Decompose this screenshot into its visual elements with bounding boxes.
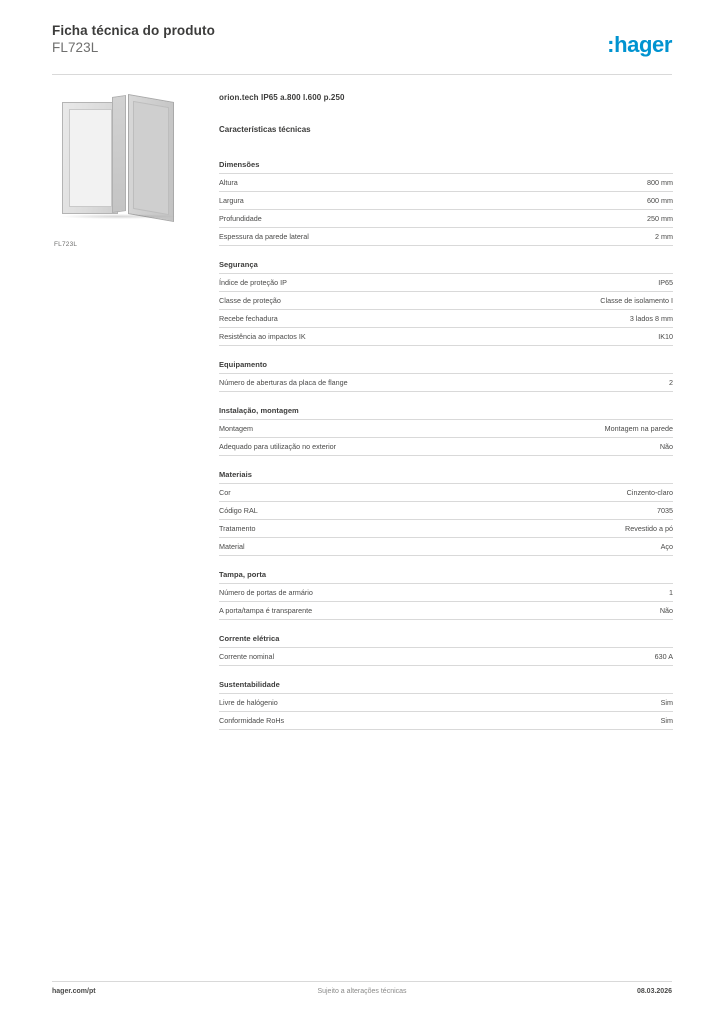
spec-row <box>219 327 673 346</box>
spec-row <box>219 693 673 711</box>
spec-group-title: Instalação, montagem <box>219 406 299 415</box>
spec-group-title: Corrente elétrica <box>219 634 280 643</box>
specifications <box>219 93 673 730</box>
spec-value: 3 lados 8 mm <box>629 313 673 323</box>
spec-value: IK10 <box>658 331 673 341</box>
spec-group <box>219 260 673 346</box>
hager-logo: :hager <box>607 32 672 57</box>
spec-value: 7035 <box>657 505 673 515</box>
page-header <box>52 22 672 68</box>
spec-value: Não <box>659 441 673 451</box>
spec-label: Número de portas de armário <box>219 587 313 597</box>
spec-value: Aço <box>660 541 673 551</box>
spec-row <box>219 291 673 309</box>
spec-value: Montagem na parede <box>604 423 673 433</box>
spec-rows <box>219 273 673 346</box>
spec-value: 1 <box>669 587 673 597</box>
spec-row <box>219 711 673 730</box>
spec-label: A porta/tampa é transparente <box>219 605 313 615</box>
spec-group-title: Equipamento <box>219 360 268 369</box>
spec-label: Corrente nominal <box>219 651 275 661</box>
spec-rows <box>219 693 673 730</box>
spec-label: Cor <box>219 487 231 497</box>
spec-row <box>219 273 673 291</box>
spec-rows <box>219 583 673 620</box>
spec-row <box>219 373 673 392</box>
enclosure-door-face <box>133 101 169 215</box>
spec-rows <box>219 483 673 556</box>
spec-label: Material <box>219 541 245 551</box>
spec-row <box>219 647 673 666</box>
spec-value: IP65 <box>658 277 673 287</box>
spec-row <box>219 519 673 537</box>
spec-label: Altura <box>219 177 238 187</box>
footer-date: 08.03.2026 <box>636 988 672 995</box>
spec-value: Sim <box>660 697 673 707</box>
spec-row <box>219 309 673 327</box>
spec-label: Tratamento <box>219 523 256 533</box>
spec-label: Conformidade RoHs <box>219 715 285 725</box>
spec-label: Classe de proteção <box>219 295 281 305</box>
spec-label: Adequado para utilização no exterior <box>219 441 337 451</box>
product-name: orion.tech IP65 a.800 l.600 p.250 <box>219 93 345 102</box>
spec-value: 250 mm <box>647 213 673 223</box>
spec-group <box>219 360 673 392</box>
spec-row <box>219 209 673 227</box>
spec-row <box>219 537 673 556</box>
spec-group <box>219 680 673 730</box>
spec-row <box>219 483 673 501</box>
enclosure-door <box>128 94 174 222</box>
spec-rows <box>219 647 673 666</box>
spec-group-title: Segurança <box>219 260 258 269</box>
footer-site-link[interactable]: hager.com/pt <box>52 988 96 995</box>
spec-group <box>219 470 673 556</box>
page-subtitle: FL723L <box>52 40 99 55</box>
specs-heading: Características técnicas <box>219 125 311 134</box>
spec-group <box>219 634 673 666</box>
spec-row <box>219 173 673 191</box>
spec-value: Não <box>659 605 673 615</box>
product-figure <box>54 88 206 248</box>
header-divider <box>52 74 672 75</box>
page-title: Ficha técnica do produto <box>52 23 215 38</box>
spec-group-title: Sustentabilidade <box>219 680 280 689</box>
spec-value: 600 mm <box>647 195 673 205</box>
enclosure-body <box>62 102 118 214</box>
spec-value: 2 mm <box>655 231 673 241</box>
footer-note: Sujeito a alterações técnicas <box>317 988 407 995</box>
footer-divider <box>52 981 672 982</box>
enclosure-body-inner <box>69 109 112 207</box>
spec-label: Profundidade <box>219 213 262 223</box>
spec-value: Revestido a pó <box>625 523 673 533</box>
spec-label: Resistência ao impactos IK <box>219 331 306 341</box>
spec-value: 800 mm <box>647 177 673 187</box>
spec-value: 2 <box>669 377 673 387</box>
spec-label: Código RAL <box>219 505 258 515</box>
page-footer <box>52 988 672 1002</box>
enclosure-side-panel <box>112 95 126 213</box>
spec-groups <box>219 160 673 730</box>
spec-row <box>219 583 673 601</box>
spec-label: Recebe fechadura <box>219 313 278 323</box>
spec-value: 630 A <box>654 651 673 661</box>
figure-caption: FL723L <box>54 241 78 248</box>
spec-group <box>219 160 673 246</box>
spec-group-title: Tampa, porta <box>219 570 267 579</box>
spec-label: Número de aberturas da placa de flange <box>219 377 348 387</box>
spec-group <box>219 570 673 620</box>
spec-group-title: Materiais <box>219 470 252 479</box>
spec-rows <box>219 173 673 246</box>
spec-row <box>219 419 673 437</box>
spec-label: Largura <box>219 195 244 205</box>
spec-label: Montagem <box>219 423 253 433</box>
spec-label: Livre de halógenio <box>219 697 278 707</box>
enclosure-image <box>54 88 206 232</box>
spec-rows <box>219 419 673 456</box>
spec-row <box>219 601 673 620</box>
spec-group <box>219 406 673 456</box>
spec-value: Sim <box>660 715 673 725</box>
spec-value: Cinzento-claro <box>626 487 673 497</box>
spec-label: Espessura da parede lateral <box>219 231 309 241</box>
spec-row <box>219 437 673 456</box>
spec-row <box>219 501 673 519</box>
spec-group-title: Dimensões <box>219 160 260 169</box>
spec-rows <box>219 373 673 392</box>
enclosure-shadow <box>60 214 176 219</box>
spec-row <box>219 227 673 246</box>
spec-value: Classe de isolamento I <box>600 295 673 305</box>
spec-row <box>219 191 673 209</box>
spec-label: Índice de proteção IP <box>219 277 287 287</box>
